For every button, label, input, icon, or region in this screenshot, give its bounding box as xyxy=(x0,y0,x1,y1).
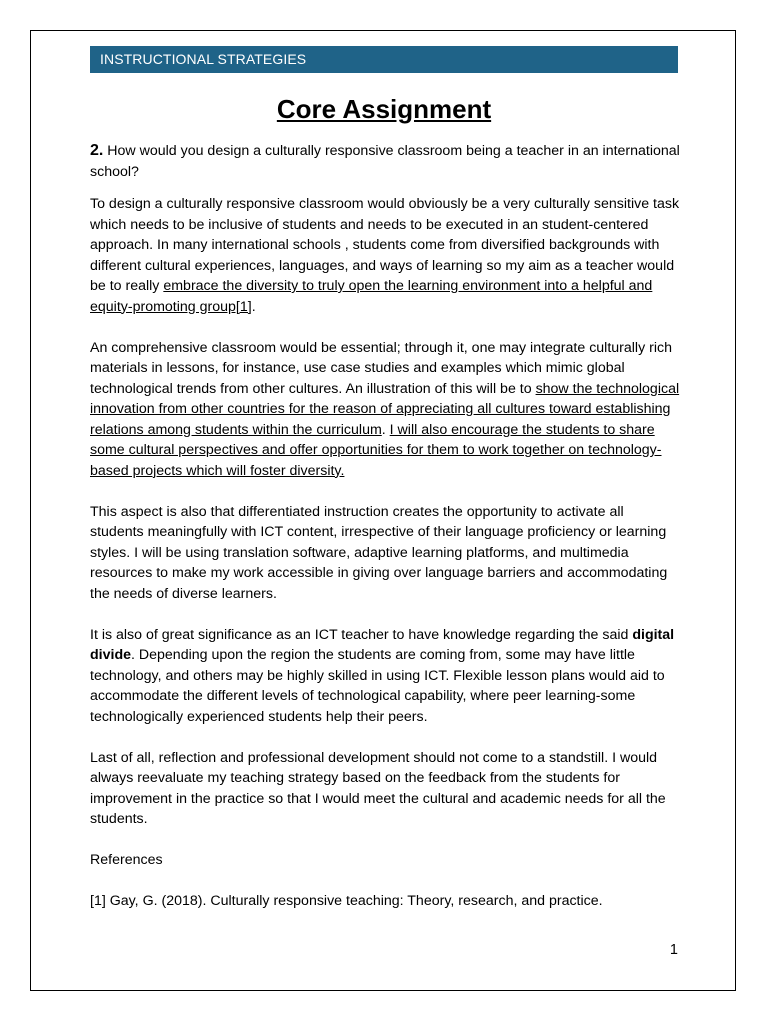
paragraph-2-underlined-2: I will also encourage the students to share some cultural perspectives and offer opportunities for them to work together on technology-based projects which will foster diversity. xyxy=(90,421,662,479)
header-banner xyxy=(90,46,678,73)
page-title: Core Assignment xyxy=(276,94,492,124)
references-heading: References xyxy=(90,852,163,868)
paragraph-1-end: . xyxy=(251,298,256,315)
paragraph-3: This aspect is also that differentiated instruction creates the opportunity to activate all students meaningfully with ICT content, irrespective of their language proficiency or learning styles. I will be using translation software, adaptive learning platforms, and multimedia resources to make my work accessible in giving over language barriers and accommodating the needs of diverse learners. xyxy=(90,503,668,602)
paragraph-1-text: To design a culturally responsive classroom would obviously be a very culturally sensitive task which needs to be inclusive of students and needs to be executed in an student-centered approach. In many international schools , students come from diversified backgrounds with different cultural experiences, languages, and ways of learning so my aim as a teacher would be to really xyxy=(90,196,680,294)
paragraph-4 xyxy=(90,625,680,728)
question-text: How would you design a culturally responsive classroom being a teacher in an international school? xyxy=(90,143,680,180)
reference-item-1: [1] Gay, G. (2018). Culturally responsive teaching: Theory, research, and practice. xyxy=(90,893,603,909)
page-number: 1 xyxy=(669,942,678,958)
paragraph-1-underlined: embrace the diversity to truly open the learning environment into a helpful and equity-promoting group[1] xyxy=(90,278,653,315)
paragraph-2-mid: . xyxy=(381,421,390,438)
document-body xyxy=(90,141,680,932)
question-number: 2. xyxy=(90,142,104,159)
paragraph-1 xyxy=(90,194,680,317)
paragraph-2 xyxy=(90,338,680,482)
header-banner-text: INSTRUCTIONAL STRATEGIES xyxy=(100,51,307,67)
paragraph-4-bold: digital divide xyxy=(90,626,675,663)
question-paragraph xyxy=(90,141,680,182)
paragraph-5: Last of all, reflection and professional development should not come to a standstill. I would always reevaluate my teaching strategy based on the feedback from the students for improvement in the practice so that I would meet the cultural and academic needs for all the students. xyxy=(90,749,666,827)
paragraph-2-underlined-1: show the technological innovation from other countries for the reason of appreciating all cultures toward establishing relations among students within the curriculum xyxy=(90,380,680,438)
paragraph-4-rest: . Depending upon the region the students are coming from, some may have little technology, and others may be highly skilled in using ICT. Flexible lesson plans would aid to accommodate the different levels of technological capability, where peer learning-some technologically experienced students help their peers. xyxy=(90,647,665,725)
paragraph-4-text: It is also of great significance as an ICT teacher to have knowledge regarding the said xyxy=(90,626,633,643)
paragraph-2-text: An comprehensive classroom would be essential; through it, one may integrate culturally rich materials in lessons, for instance, use case studies and examples which mimic global technological trends from other cultures. An illustration of this will be to xyxy=(90,339,672,397)
